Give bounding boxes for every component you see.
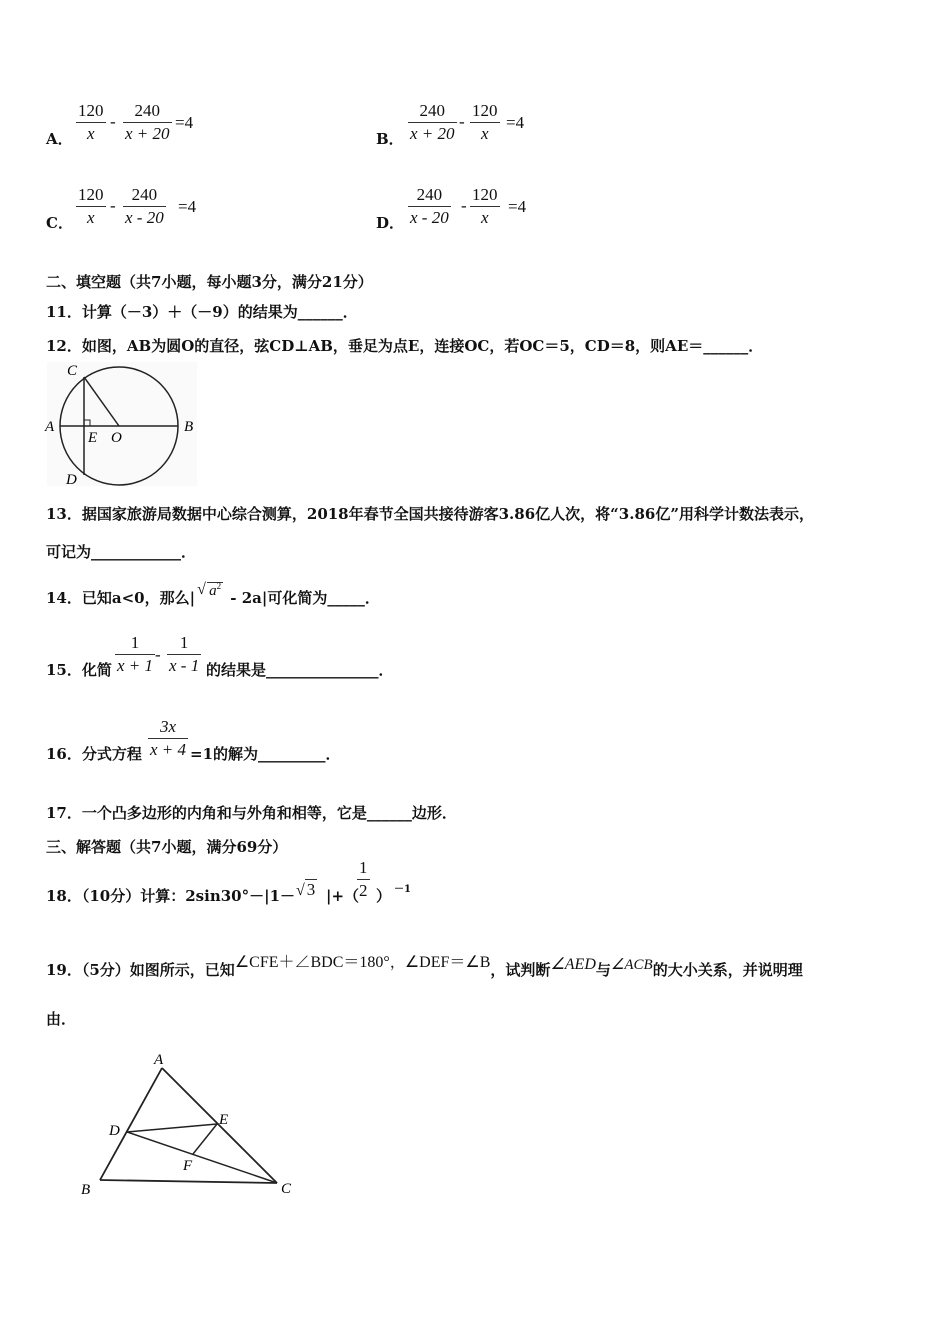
point-e-label: E: [219, 1112, 229, 1128]
figure-circle: [40, 360, 200, 488]
option-d-fraction-1: 240 x - 20: [410, 185, 449, 227]
equals-rhs: =4: [178, 197, 197, 216]
question-16-suffix: =1的解为_________．: [190, 745, 341, 763]
q16-fraction: 3x x + 4: [150, 717, 187, 759]
question-19-line-2: 由．: [46, 1010, 77, 1028]
minus-sign: -: [459, 112, 465, 131]
sqrt-a-squared: √ $a^2$: [197, 581, 222, 599]
question-17: 17．一个凸多边形的内角和与外角和相等，它是______边形．: [46, 804, 457, 822]
side-bc: [100, 1180, 277, 1183]
option-b-fraction-2: 120 x: [472, 101, 498, 143]
point-d-label: D: [109, 1123, 120, 1139]
minus-sign: -: [155, 645, 161, 664]
exponent-minus-one: －1: [394, 884, 411, 895]
point-b-label: B: [184, 419, 194, 435]
q15-fraction-1: 1 x + 1: [117, 633, 154, 675]
section-2-title: 二、填空题（共7小题，每小题3分，满分21分）: [46, 273, 373, 291]
question-14: 14．已知a<0，那么| √ $a^2 - 2a|$可化简为_____．: [46, 581, 380, 607]
question-16-prefix: 16．分式方程: [46, 745, 142, 763]
option-d-label: D．: [376, 214, 405, 232]
point-b-label: B: [81, 1182, 91, 1198]
point-c-label: C: [67, 363, 78, 379]
segment-ef: [193, 1124, 217, 1154]
question-15-suffix: 的结果是_______________．: [206, 661, 394, 679]
question-18-mid: |+（: [326, 887, 360, 905]
minus-sign: -: [461, 196, 467, 215]
option-c-fraction-2: 240 x - 20: [125, 185, 164, 227]
option-b-fraction-1: 240 x + 20: [410, 101, 455, 143]
option-c-fraction-1: 120 x: [78, 185, 104, 227]
minus-sign: -: [110, 112, 116, 131]
question-12: 12．如图，AB为圆O的直径，弦CD⊥AB，垂足为点E，连接OC，若OC＝5，CD＝8，则AE＝______．: [46, 337, 764, 355]
section-3-title: 三、解答题（共7小题，满分69分）: [46, 838, 288, 856]
question-13-line-1: 13．据国家旅游局数据中心综合测算，2018年春节全国共接待游客3.86亿人次，将“3.86亿”用科学计数法表示，: [46, 505, 814, 523]
point-d-label: D: [66, 472, 77, 488]
point-c-label: C: [281, 1181, 292, 1197]
option-a-fraction-2: 240 x + 20: [125, 101, 170, 143]
question-13-line-2: 可记为____________．: [46, 543, 197, 561]
question-19: 19．（5分）如图所示，已知∠CFE＋∠BDC＝180°，∠DEF＝∠B，试判断∠AED与∠ACB的大小关系，并说明理: [46, 954, 803, 979]
option-c-label: C．: [46, 214, 73, 232]
segment-dc: [127, 1132, 277, 1183]
equals-rhs: =4: [508, 197, 527, 216]
fraction-one-half: 1 2: [359, 858, 368, 900]
option-b-label: B．: [376, 130, 404, 148]
q15-fraction-2: 1 x - 1: [169, 633, 200, 675]
figure-triangle: [75, 1050, 305, 1205]
question-11: 11．计算（－3）＋（－9）的结果为______．: [46, 303, 358, 321]
sqrt-3: √ 3: [296, 880, 316, 899]
question-18-close: ）: [376, 887, 392, 905]
point-f-label: F: [183, 1158, 193, 1174]
point-o-label: O: [111, 430, 122, 446]
option-a-label: A．: [46, 130, 73, 148]
equals-rhs: =4: [175, 113, 194, 132]
point-a-label: A: [45, 419, 55, 435]
question-18-prefix: 18．（10分）计算：2sin30°－|1－: [46, 887, 296, 905]
point-a-label: A: [154, 1052, 164, 1068]
option-d-fraction-2: 120 x: [472, 185, 498, 227]
option-a-fraction-1: 120 x: [78, 101, 104, 143]
point-e-label: E: [88, 430, 98, 446]
segment-de: [127, 1124, 217, 1132]
equals-rhs: =4: [506, 113, 525, 132]
question-15-prefix: 15．化简: [46, 661, 112, 679]
minus-sign: -: [110, 196, 116, 215]
